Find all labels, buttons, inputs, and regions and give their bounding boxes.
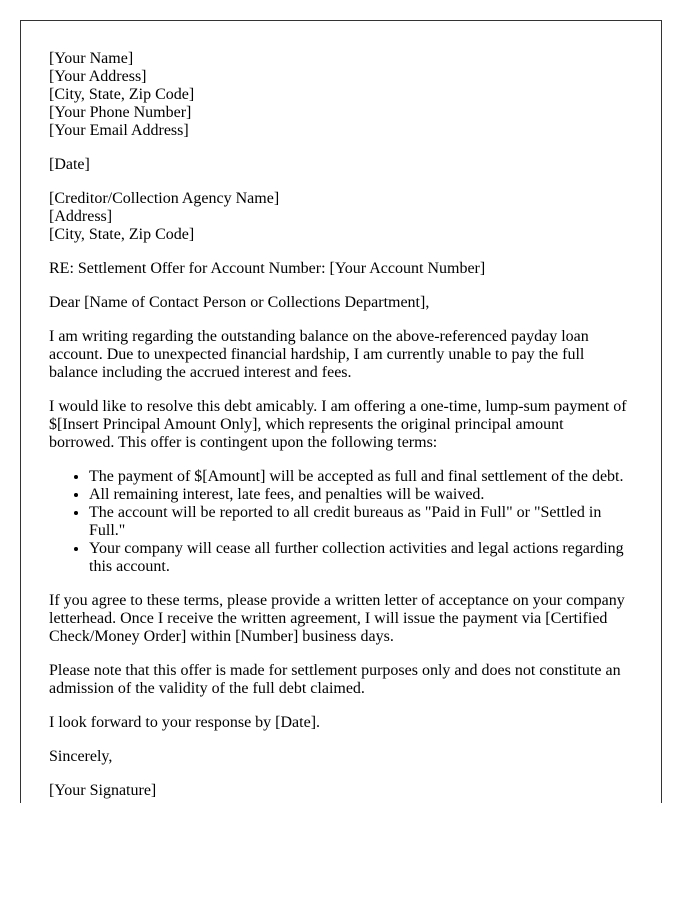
signature: [Your Signature] bbox=[49, 782, 157, 799]
sender-email: [Your Email Address] bbox=[49, 122, 189, 139]
term-item: • The payment of $[Amount] will be accepted as full and final settlement of the debt. bbox=[89, 468, 632, 486]
body-paragraph: I am writing regarding the outstanding balance on the above-referenced payday loan account. Due to unexpected financial hardship, I am currently unable to pay the full balance including the accrued interest and fees. bbox=[49, 328, 589, 381]
sender-name: [Your Name] bbox=[49, 50, 134, 67]
sender-address: [Your Address] bbox=[49, 68, 147, 85]
letter-page bbox=[20, 20, 662, 803]
recipient-address: [Address] bbox=[49, 208, 113, 225]
signoff: Sincerely, bbox=[49, 748, 113, 765]
recipient-name: [Creditor/Collection Agency Name] bbox=[49, 190, 280, 207]
salutation: Dear [Name of Contact Person or Collections Department], bbox=[49, 294, 430, 311]
sender-phone: [Your Phone Number] bbox=[49, 104, 192, 121]
body-paragraph: I would like to resolve this debt amicably. I am offering a one-time, lump-sum payment of $[Insert Principal Amount Only], which represents the original principal amount borrowed. This offer is contingent upon the following terms: bbox=[49, 398, 627, 451]
body-paragraph: If you agree to these terms, please provide a written letter of acceptance on your company letterhead. Once I receive the written agreement, I will issue the payment via [Certified Check/Money Order] within [Number] business days. bbox=[49, 592, 625, 645]
term-item: • Your company will cease all further collection activities and legal actions regarding this account. bbox=[89, 540, 632, 576]
recipient-city: [City, State, Zip Code] bbox=[49, 226, 195, 243]
sender-city: [City, State, Zip Code] bbox=[49, 86, 195, 103]
term-item: • All remaining interest, late fees, and penalties will be waived. bbox=[89, 486, 632, 504]
subject-line: RE: Settlement Offer for Account Number: [Your Account Number] bbox=[49, 260, 486, 277]
sender-block bbox=[49, 50, 632, 140]
term-item: • The account will be reported to all credit bureaus as "Paid in Full" or "Settled in Full." bbox=[89, 504, 632, 540]
letter-date: [Date] bbox=[49, 156, 90, 173]
body-paragraph: Please note that this offer is made for settlement purposes only and does not constitute an admission of the validity of the full debt claimed. bbox=[49, 662, 621, 697]
recipient-block bbox=[49, 190, 632, 244]
terms-list bbox=[49, 468, 632, 576]
body-paragraph: I look forward to your response by [Date]. bbox=[49, 714, 321, 731]
